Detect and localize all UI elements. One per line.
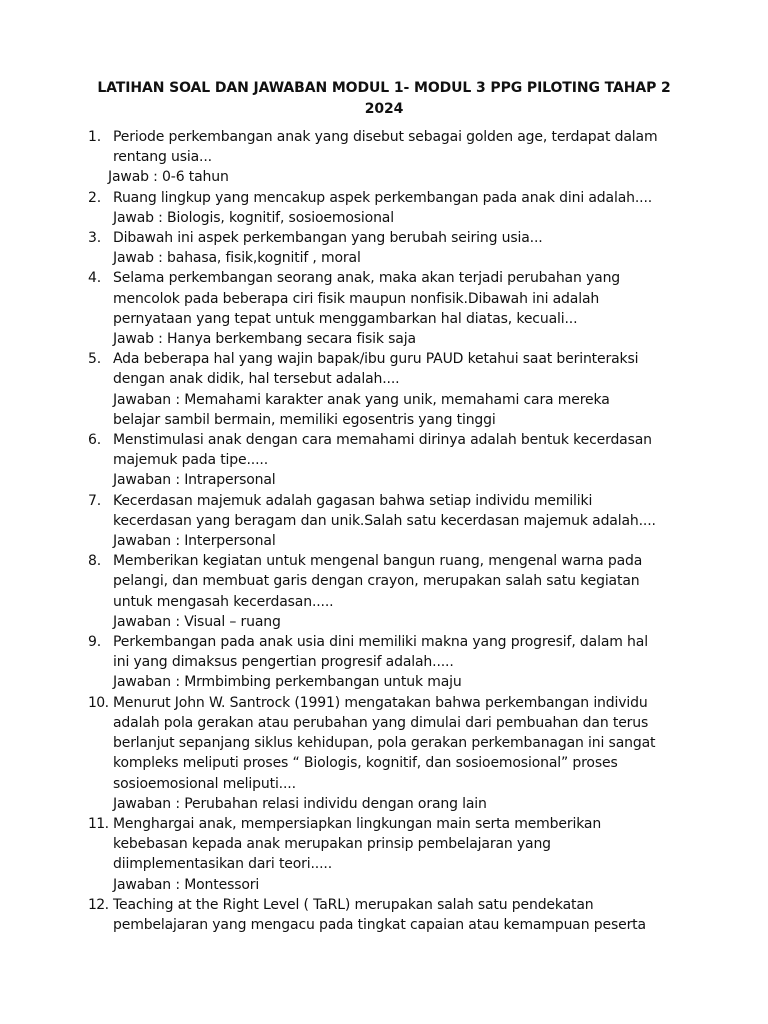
question-text: rentang usia...: [113, 149, 212, 166]
question-text: kompleks meliputi proses “ Biologis, kognitif, dan sosioemosional” proses: [113, 755, 618, 772]
title-line-2: 2024: [364, 100, 404, 117]
answer-text: Jawaban : Interpersonal: [113, 533, 276, 550]
question-text: dengan anak didik, hal tersebut adalah....: [113, 371, 400, 388]
question-number: 4.: [88, 270, 102, 287]
question-item: [88, 127, 688, 188]
document-title: [90, 78, 678, 119]
question-text: adalah pola gerakan atau perubahan yang dimulai dari pembuahan dan terus: [113, 714, 649, 731]
question-number: 10.: [88, 694, 109, 711]
answer-text: Jawab : Hanya berkembang secara fisik saja: [113, 331, 416, 348]
question-text: berlanjut sepanjang siklus kehidupan, pola gerakan perkembanagan ini sangat: [113, 735, 656, 752]
question-number: 12.: [88, 896, 109, 913]
question-number: 5.: [88, 351, 102, 368]
answer-text: belajar sambil bermain, memiliki egosentris yang tinggi: [113, 411, 496, 428]
question-text: Kecerdasan majemuk adalah gagasan bahwa setiap individu memiliki: [113, 492, 593, 509]
question-number: 3.: [88, 230, 102, 247]
answer-text: Jawaban : Montessori: [113, 876, 260, 893]
question-list: [88, 127, 688, 935]
answer-text: Jawaban : Visual – ruang: [113, 613, 281, 630]
question-item: [88, 430, 688, 491]
question-item: [88, 632, 688, 693]
question-text: Ruang lingkup yang mencakup aspek perkembangan pada anak dini adalah....: [113, 189, 653, 206]
question-text: Menstimulasi anak dengan cara memahami dirinya adalah bentuk kecerdasan: [113, 432, 652, 449]
question-text: Periode perkembangan anak yang disebut sebagai golden age, terdapat dalam: [113, 129, 658, 145]
question-text: diimplementasikan dari teori.....: [113, 856, 333, 873]
question-text: Teaching at the Right Level ( TaRL) merupakan salah satu pendekatan: [113, 896, 594, 913]
question-number: 6.: [88, 432, 102, 449]
question-text: Menurut John W. Santrock (1991) mengatakan bahwa perkembangan individu: [113, 694, 648, 711]
question-item: [88, 491, 688, 552]
question-text: Ada beberapa hal yang wajin bapak/ibu guru PAUD ketahui saat berinteraksi: [113, 351, 639, 368]
question-item: [88, 551, 688, 632]
question-number: 7.: [88, 492, 102, 509]
question-text: Dibawah ini aspek perkembangan yang berubah seiring usia...: [113, 230, 543, 247]
answer-text: Jawaban : Perubahan relasi individu dengan orang lain: [113, 795, 487, 812]
question-text: Selama perkembangan seorang anak, maka akan terjadi perubahan yang: [113, 270, 621, 287]
question-item: [88, 349, 688, 430]
question-item: [88, 895, 688, 935]
question-text: pembelajaran yang mengacu pada tingkat capaian atau kemampuan peserta: [113, 916, 646, 933]
question-item: [88, 693, 688, 814]
question-text: kecerdasan yang beragam dan unik.Salah satu kecerdasan majemuk adalah....: [113, 512, 656, 529]
question-text: pelangi, dan membuat garis dengan crayon, merupakan salah satu kegiatan: [113, 573, 640, 590]
question-item: [88, 268, 688, 349]
question-item: [88, 228, 688, 268]
question-number: 9.: [88, 634, 102, 651]
question-text: ini yang dimaksus pengertian progresif adalah.....: [113, 654, 454, 671]
answer-text: Jawaban : Memahami karakter anak yang unik, memahami cara mereka: [113, 391, 610, 408]
answer-text: Jawab : bahasa, fisik,kognitif , moral: [113, 250, 361, 267]
question-number: 1.: [88, 129, 102, 145]
question-text: sosioemosional meliputi....: [113, 775, 296, 792]
question-text: untuk mengasah kecerdasan.....: [113, 593, 334, 610]
question-text: Perkembangan pada anak usia dini memiliki makna yang progresif, dalam hal: [113, 634, 648, 651]
question-text: Memberikan kegiatan untuk mengenal bangun ruang, mengenal warna pada: [113, 553, 643, 570]
answer-text: Jawaban : Mrmbimbing perkembangan untuk maju: [113, 674, 462, 691]
question-text: Menghargai anak, mempersiapkan lingkungan main serta memberikan: [113, 815, 602, 832]
question-text: majemuk pada tipe.....: [113, 452, 268, 469]
answer-text: Jawab : 0-6 tahun: [108, 169, 229, 186]
question-number: 2.: [88, 189, 102, 206]
answer-text: Jawaban : Intrapersonal: [113, 472, 276, 489]
question-number: 8.: [88, 553, 102, 570]
question-item: [88, 814, 688, 895]
title-line-1: LATIHAN SOAL DAN JAWABAN MODUL 1- MODUL 3 PPG PILOTING TAHAP 2: [97, 80, 671, 96]
question-text: mencolok pada beberapa ciri fisik maupun nonfisik.Dibawah ini adalah: [113, 290, 600, 307]
answer-text: Jawab : Biologis, kognitif, sosioemosional: [113, 209, 394, 226]
question-item: [88, 188, 688, 228]
question-text: kebebasan kepada anak merupakan prinsip pembelajaran yang: [113, 836, 551, 853]
question-text: pernyataan yang tepat untuk menggambarkan hal diatas, kecuali...: [113, 310, 578, 327]
question-number: 11.: [88, 815, 109, 832]
